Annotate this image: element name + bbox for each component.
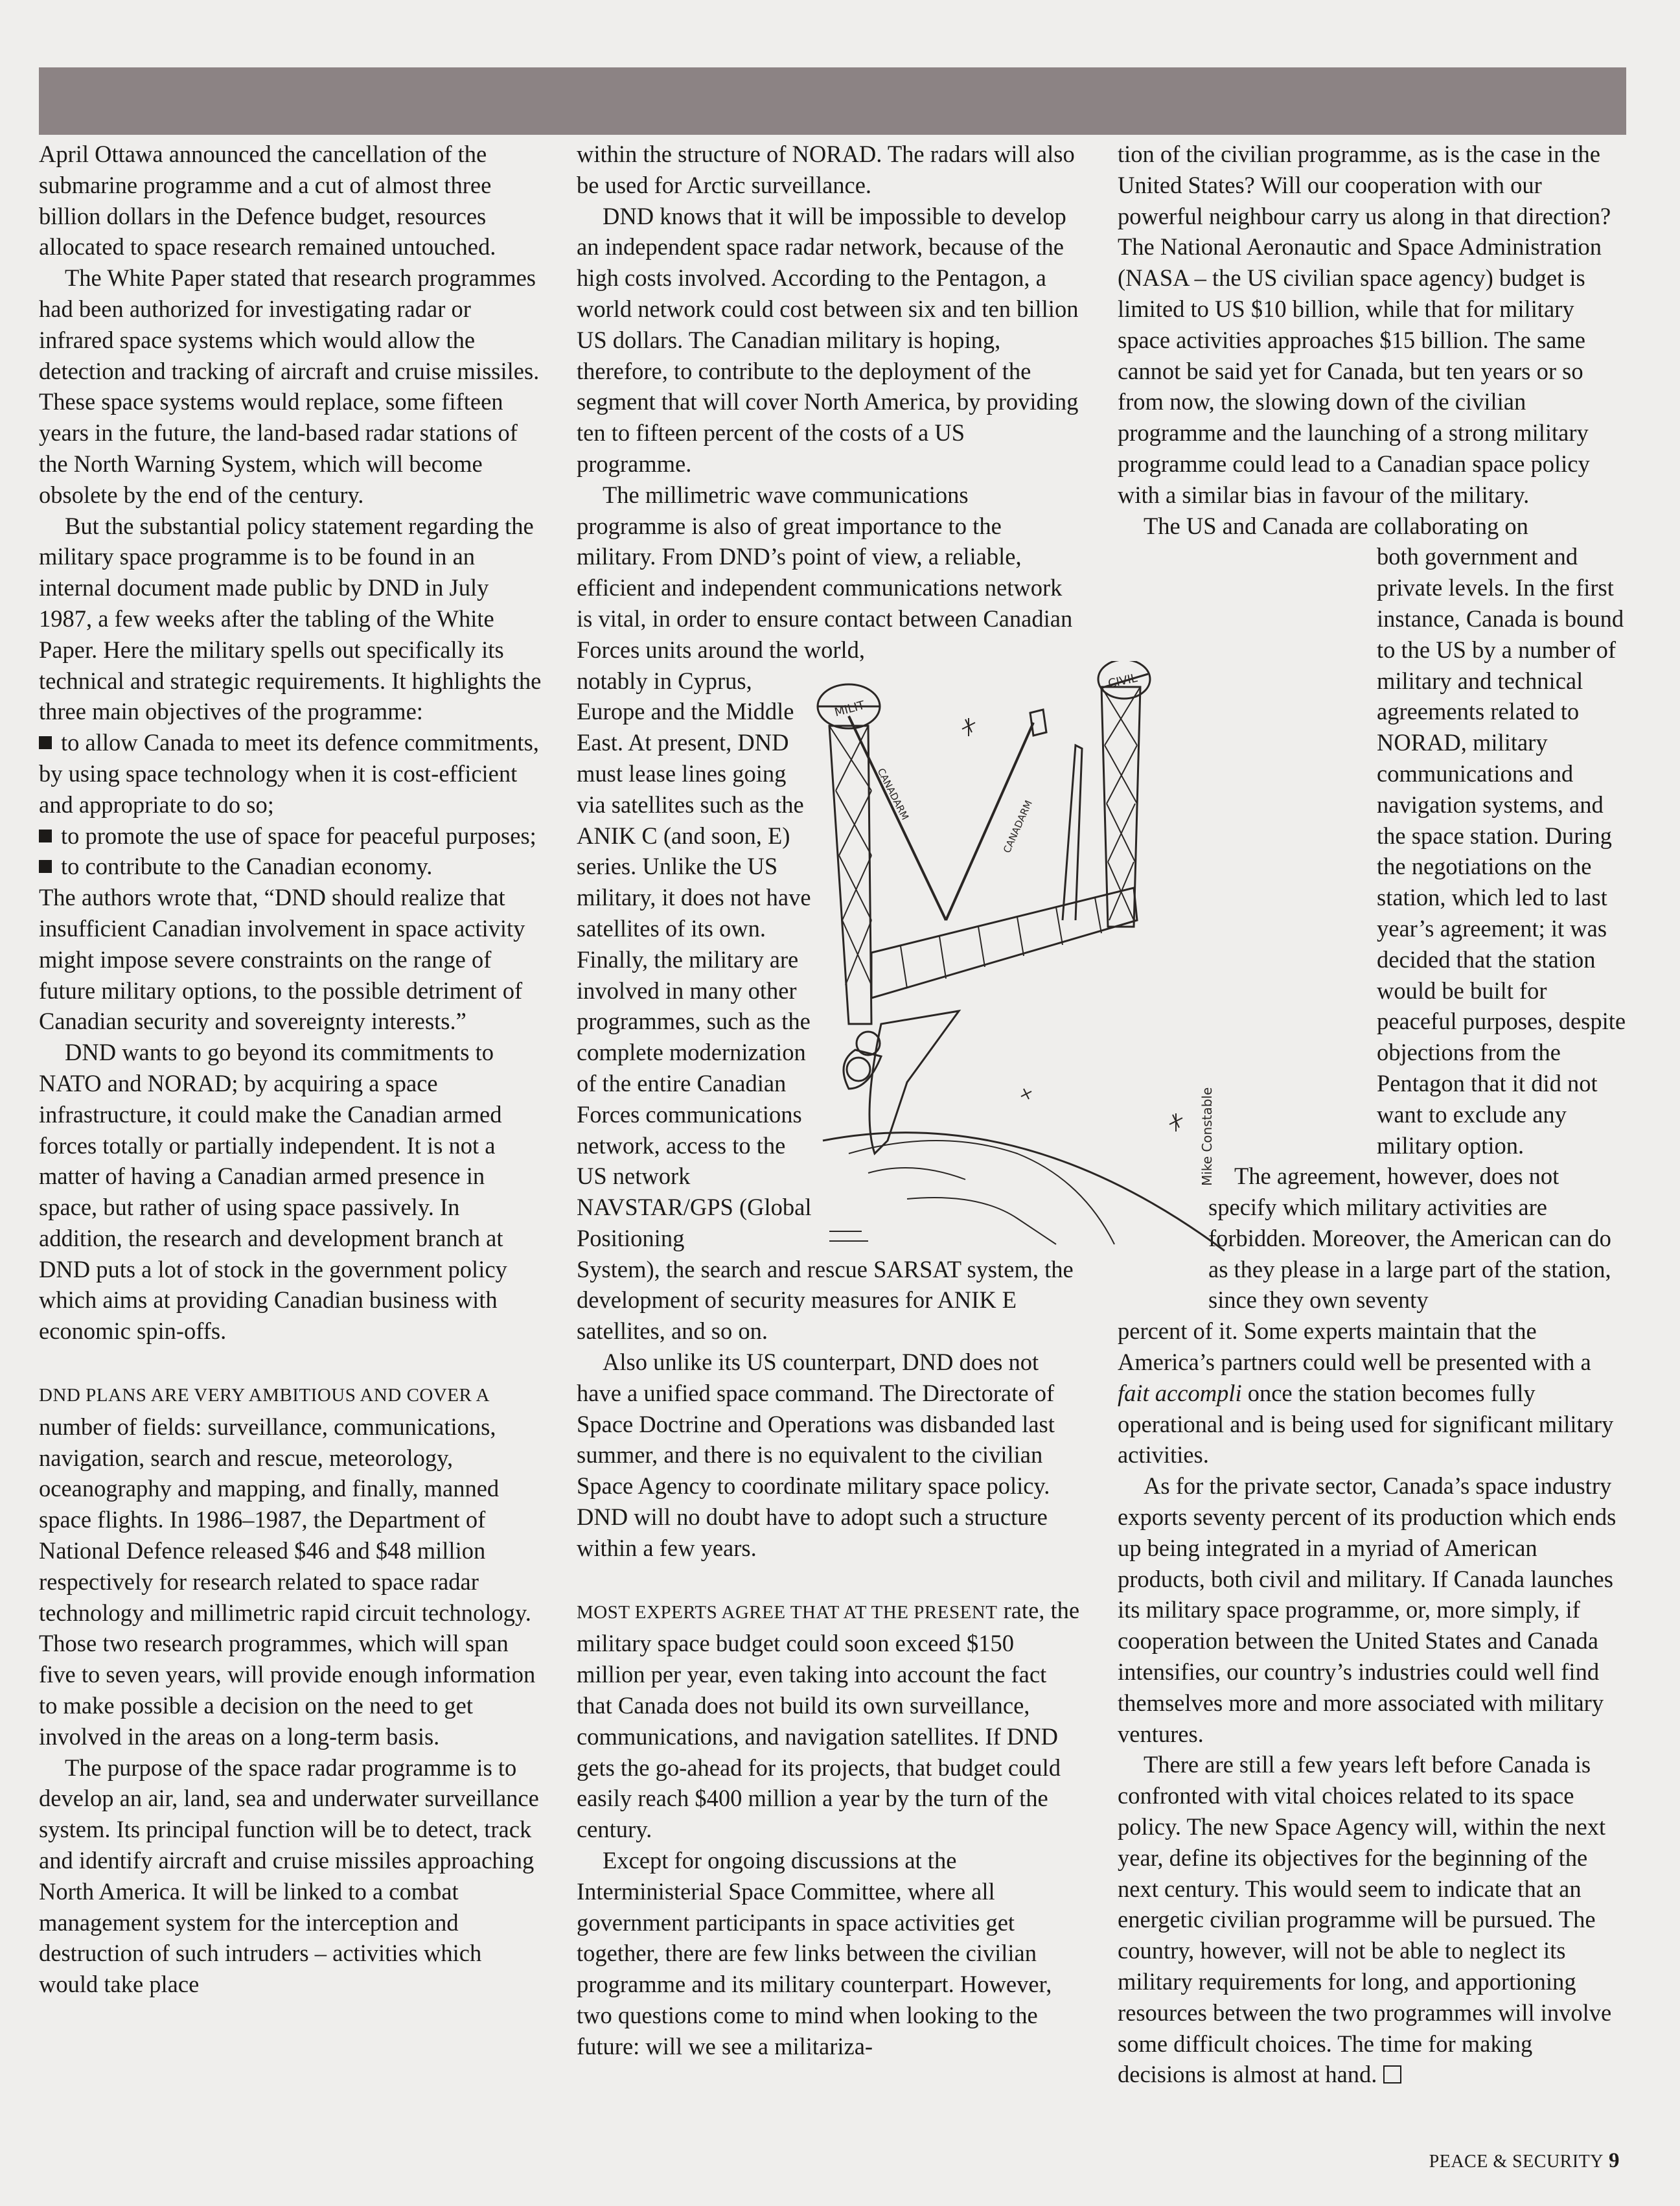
page-number: 9 [1609,2149,1620,2172]
paragraph: Except for ongoing discussions at the Interministerial Space Committee, where all government participants in space activities get together, there are few links between the civilian programme and its military counterpart. However, two questions come to mind when looking to the future: will we see a militariza- [577,1847,1052,2060]
paragraph: within the structure of NORAD. The radars will also be used for Arctic surveillance. [577,141,1075,198]
paragraph: April Ottawa announced the cancellation of the submarine programme and a cut of almost three billion dollars in the Defence budget, resources allocated to space research remained untouched. [39,141,496,261]
paragraph: tion of the civilian programme, as is the case in the United States? Will our cooperation with our powerful neighbour carry us along in that direction? The National Aeronautic and Space Administration (NASA – the US civilian space agency) budget is limited to US $10 billion, while that for military space activities approaches $15 billion. The same cannot be said yet for Canada, but ten years or so from now, the slowing down of the civilian programme and the launching of a strong military programme could lead to a Canadian space policy with a similar bias in favour of the military. [1118,141,1611,508]
bullet-square-icon [39,736,52,749]
paragraph: System), the search and rescue SARSAT system, the development of security measures for ANIK E satellites, and so on. [577,1255,1074,1345]
paragraph: Also unlike its US counterpart, DND does not have a unified space command. The Directorate of Space Doctrine and Operations was disbanded last summer, and there is no equivalent to the civilian Space Agency to coordinate military space policy. DND will no doubt have to adopt such a structure within a few years. [577,1349,1055,1561]
section-paragraph: MOST EXPERTS AGREE THAT AT THE PRESENT rate, the military space budget could soon exceed $150 million per year, even taking into account the fact that Canada does not build its own surveillance, communications, and navigation satellites. If DND gets the go-ahead for its projects, that budget could easily reach $400 million a year by the turn of the century. [577,1596,1080,1843]
end-mark-icon [1383,2065,1401,2084]
page-footer [1037,2149,1620,2173]
paragraph: The millimetric wave communications programme is also of great importance to the military. From DND’s point of view, a reliable, efficient and independent communications network is vital, in order to ensure contact between Canadian Forces units around the world, [577,481,1073,663]
paragraph: DND knows that it will be impossible to develop an independent space radar network, because of the high costs involved. According to the Pentagon, a world network could cost between six and ten billion US dollars. The Canadian military is hoping, therefore, to contribute to the deployment of the segment that will cover North America, by providing ten to fifteen percent of the costs of a US programme. [577,202,1079,477]
paragraph-narrow: notably in Cyprus, Europe and the Middle East. At present, DND must lease lines going via satellites such as the ANIK C (and soon, E) series. Unlike the US military, it does not have satellites of its own. Finally, the military are involved in many other programmes, such as the complete modernization of the entire Canadian Forces communications network, access to the US network NAVSTAR/GPS (Global Positioning [577,667,812,1251]
illustrator-credit: Mike Constable [1199,1087,1215,1186]
paragraph: The White Paper stated that research programmes had been authorized for investigating radar or infrared space systems which would allow the detection and tracking of aircraft and cruise missiles. These space systems would replace, some fifteen years in the future, the land-based radar stations of the North Warning System, which will become obsolete by the end of the century. [39,264,540,508]
journal-name: PEACE & SECURITY [1429,2152,1604,2172]
canadarm-label-2: CANADARM [1001,798,1035,855]
paragraph: There are still a few years left before Canada is confronted with vital choices related to its space policy. The new Space Agency will, within the next year, define its objectives for the beginning of the next century. This would seem to indicate that an energetic civilian programme will be pursued. The country, however, will not be able to neglect its military requirements for long, and apportioning resources between the two programmes will involve some difficult choices. The time for making decisions is almost at hand. [1118,1751,1612,2088]
space-station-illustration [810,661,1302,1277]
paragraph: As for the private sector, Canada’s space industry exports seventy percent of its production which ends up being integrated in a myriad of American products, both civil and military. If Canada launches its military space programme, or, more simply, if cooperation between the United States and Canada intensifies, our country’s industries could well find themselves more and more associated with military ventures. [1118,1472,1617,1747]
paragraph-narrow: The agreement, however, does not specify which military activities are forbidden. Moreover, the American can do as they please in a large part of the station, since they own seventy [1208,1163,1611,1314]
header-bar [39,67,1626,135]
bullet-item: to contribute to the Canadian economy. [39,851,543,882]
bullet-item: to promote the use of space for peaceful purposes; [39,820,543,852]
bullet-square-icon [39,860,52,873]
paragraph: percent of it. Some experts maintain that the America’s partners could well be presented with a fait accompli once the station becomes fully operational and is being used for significant military activities. [1118,1318,1614,1469]
paragraph: DND wants to go beyond its commitments to NATO and NORAD; by acquiring a space infrastructure, it could make the Canadian armed forces totally or partially independent. It is not a matter of having a Canadian armed presence in space, but rather of using space passively. In addition, the research and development branch at DND puts a lot of stock in the government policy which aims at providing Canadian business with economic spin-offs. [39,1039,507,1345]
section-lead-in: MOST EXPERTS AGREE THAT AT THE PRESENT [577,1601,998,1623]
bullet-square-icon [39,830,52,842]
column-1 [39,139,543,2000]
paragraph: But the substantial policy statement regarding the military space programme is to be found in an internal document made public by DND in July 1987, a few weeks after the tabling of the White Paper. Here the military spells out specifically its technical and strategic requirements. It highlights the three main objectives of the programme: [39,512,542,725]
paragraph-narrow: both government and private levels. In the first instance, Canada is bound to the US by a number of military and technical agreements related to NORAD, military communications and navigation systems, and the space station. During the negotiations on the station, which led to last year’s agreement; it was decided that the station would be built for peaceful purposes, despite objections from the Pentagon that it did not want to exclude any military option. [1377,543,1626,1159]
paragraph: The purpose of the space radar programme is to develop an air, land, sea and underwater surveillance system. Its principal function will be to detect, track and identify aircraft and cruise missiles approaching North America. It will be linked to a combat management system for the interception and destruction of such intruders – activities which would take place [39,1754,539,1998]
bullet-item: to allow Canada to meet its defence commitments, by using space technology when it is cost-efficient and appropriate to do so; [39,729,539,818]
section-paragraph: DND PLANS ARE VERY AMBITIOUS AND COVER A number of fields: surveillance, communications, navigation, search and rescue, meteorology, oceanography and mapping, and finally, manned space flights. In 1986–1987, the Department of National Defence released $46 and $48 million respectively for research related to space radar technology and millimetric rapid circuit technology. Those two research programmes, which will span five to seven years, will provide enough information to make possible a decision on the need to get involved in the areas on a long-term basis. [39,1385,536,1750]
milit-label: MILIT [833,698,866,720]
canadarm-label-1: CANADARM [875,766,912,822]
paragraph: The authors wrote that, “DND should realize that insufficient Canadian involvement in space activity might impose severe constraints on the range of future military options, to the possible detriment of Canadian security and sovereignty interests.” [39,884,525,1035]
civil-label: CIVIL [1107,671,1139,691]
paragraph: The US and Canada are collaborating on [1144,512,1528,539]
section-lead-in: DND PLANS ARE VERY AMBITIOUS AND COVER A [39,1385,490,1406]
